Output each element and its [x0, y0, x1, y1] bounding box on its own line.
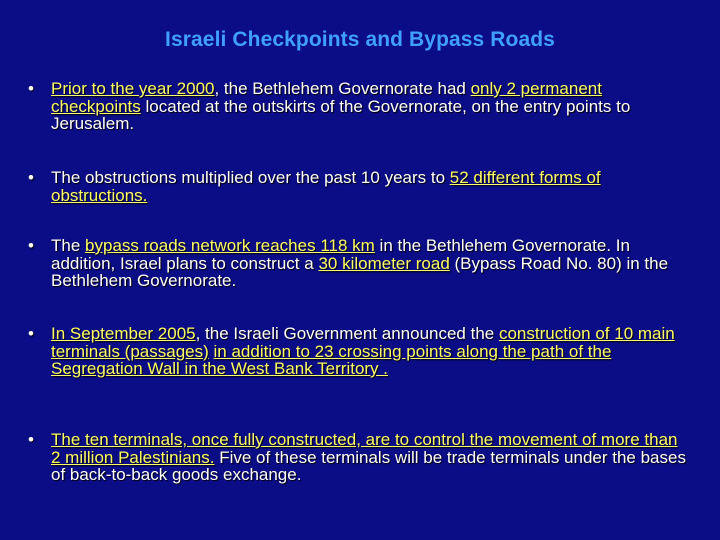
- body-text: located at the outskirts of the Governorate, on the entry points to Jerusalem.: [51, 96, 631, 133]
- highlight-text: 52 different forms of obstructions.: [51, 168, 601, 205]
- body-text: The: [51, 236, 86, 255]
- body-text: , the Israeli Government announced the: [195, 324, 499, 343]
- highlight-text: in addition to 23 crossing points along the path of the Segregation Wall in the West Bank Territory .: [51, 341, 612, 378]
- highlight-text: 30 kilometer road: [318, 253, 450, 273]
- bullet-item-pre-2000-checkpoints: [28, 80, 688, 133]
- body-text: in the Bethlehem Governorate. In addition, Israel plans to construct a: [51, 236, 630, 273]
- highlight-text: construction of 10 main terminals (passages): [51, 324, 675, 361]
- body-text: The obstructions multiplied over the past 10 years to: [51, 168, 450, 187]
- body-text: , the Bethlehem Governorate had: [214, 79, 471, 98]
- highlight-text: Prior to the year 2000: [51, 79, 215, 98]
- body-text: Five of these terminals will be trade terminals under the bases of back-to-back goods exchange.: [51, 447, 686, 484]
- highlight-text: In September 2005: [51, 324, 196, 343]
- body-text: (Bypass Road No. 80) in the Bethlehem Governorate.: [51, 253, 669, 290]
- bullet-item-obstructions: [28, 169, 688, 204]
- bullet-item-bypass-roads: [28, 237, 688, 290]
- highlight-text: only 2 permanent checkpoints: [51, 79, 602, 116]
- bullet-item-terminals-announcement: [28, 325, 688, 378]
- highlight-text: bypass roads network reaches 118 km: [85, 236, 375, 255]
- slide-title: Israeli Checkpoints and Bypass Roads: [165, 28, 555, 51]
- bullet-item-terminals-control: [28, 431, 688, 484]
- highlight-text: The ten terminals, once fully constructed, are to control the movement of more than 2 million Palestinians.: [51, 430, 678, 467]
